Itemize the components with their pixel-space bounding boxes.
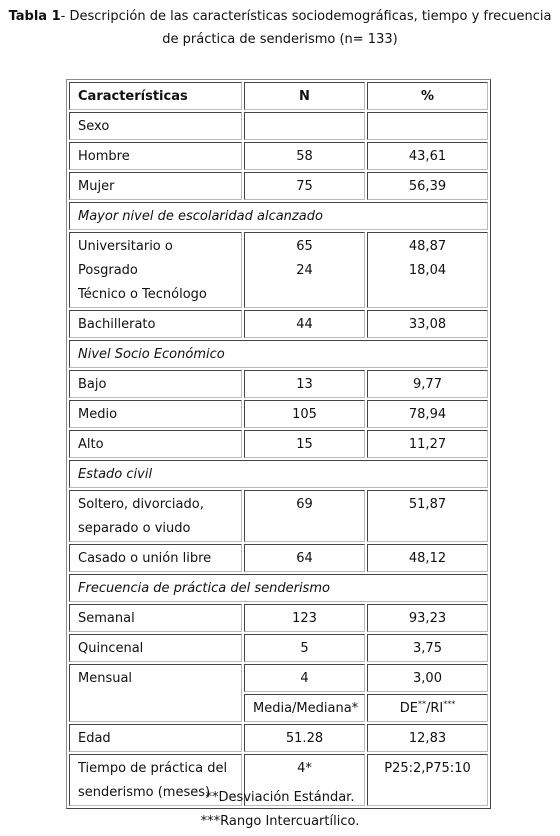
table-caption xyxy=(0,5,560,51)
row-n: 51.28 xyxy=(244,724,365,752)
row-pct: 93,23 xyxy=(367,604,488,632)
header-caracteristicas: Características xyxy=(69,82,242,110)
stats-sup-2: *** xyxy=(443,699,456,709)
label-tiempo-2: senderismo (meses) xyxy=(78,785,211,800)
table-row xyxy=(69,634,488,662)
table-row xyxy=(69,400,488,428)
row-pct: 78,94 xyxy=(367,400,488,428)
table-row xyxy=(69,430,488,458)
stats-ri: /RI xyxy=(425,701,444,716)
row-pct: P25:2,P75:10 xyxy=(367,754,488,806)
row-pct xyxy=(367,112,488,140)
header-n: N xyxy=(244,82,365,110)
section-row xyxy=(69,574,488,602)
header-pct: % xyxy=(367,82,488,110)
row-label: Mujer xyxy=(69,172,242,200)
row-n: 5 xyxy=(244,634,365,662)
table-row xyxy=(69,172,488,200)
table-row xyxy=(69,664,488,692)
label-soltero-2: separado o viudo xyxy=(78,521,191,536)
n-posgrado: 24 xyxy=(296,263,313,278)
footnote-ri: ***Rango Intercuartílico. xyxy=(200,814,360,829)
label-posgrado: Posgrado xyxy=(78,263,138,278)
section-nse: Nivel Socio Económico xyxy=(69,340,488,368)
caption-text-2: de práctica de senderismo (n= 133) xyxy=(162,32,398,47)
stats-header-n: Media/Mediana* xyxy=(244,694,365,722)
row-n: 105 xyxy=(244,400,365,428)
row-label: Casado o unión libre xyxy=(69,544,242,572)
pct-universitario: 48,87 xyxy=(408,239,447,254)
table-row xyxy=(69,724,488,752)
pct-posgrado: 18,04 xyxy=(408,263,447,278)
table-row xyxy=(69,604,488,632)
table-header-row xyxy=(69,82,488,110)
row-label: Medio xyxy=(69,400,242,428)
row-label xyxy=(69,490,242,542)
table-row xyxy=(69,370,488,398)
row-label: Edad xyxy=(69,724,242,752)
row-label: Semanal xyxy=(69,604,242,632)
label-tiempo-1: Tiempo de práctica del xyxy=(78,761,228,776)
table-row xyxy=(69,112,488,140)
table-row xyxy=(69,232,488,308)
row-label: Sexo xyxy=(69,112,242,140)
row-n: 4* xyxy=(244,754,365,806)
row-label: Quincenal xyxy=(69,634,242,662)
row-label: Bajo xyxy=(69,370,242,398)
row-n: 64 xyxy=(244,544,365,572)
row-pct: 3,00 xyxy=(367,664,488,692)
row-pct: 56,39 xyxy=(367,172,488,200)
row-label: Alto xyxy=(69,430,242,458)
n-universitario: 65 xyxy=(296,239,313,254)
row-n: 75 xyxy=(244,172,365,200)
caption-label: Tabla 1 xyxy=(8,9,61,24)
row-n: 44 xyxy=(244,310,365,338)
row-pct: 9,77 xyxy=(367,370,488,398)
section-row xyxy=(69,340,488,368)
row-pct: 43,61 xyxy=(367,142,488,170)
stats-de: DE xyxy=(399,701,418,716)
table-row xyxy=(69,544,488,572)
row-label: Hombre xyxy=(69,142,242,170)
table-row xyxy=(69,490,488,542)
section-row xyxy=(69,202,488,230)
row-pct: 33,08 xyxy=(367,310,488,338)
row-pct: 48,12 xyxy=(367,544,488,572)
stats-sup-1: ** xyxy=(417,699,426,709)
row-n: 58 xyxy=(244,142,365,170)
row-n: 4 xyxy=(244,664,365,692)
row-pct: 12,83 xyxy=(367,724,488,752)
row-n xyxy=(244,112,365,140)
row-n: 123 xyxy=(244,604,365,632)
label-universitario: Universitario o xyxy=(78,239,173,254)
demographics-table xyxy=(66,79,491,809)
label-tecnico: Técnico o Tecnólogo xyxy=(78,287,207,302)
row-pct: 11,27 xyxy=(367,430,488,458)
table-row xyxy=(69,142,488,170)
caption-text-1: - Descripción de las características sociodemográficas, tiempo y frecuencia xyxy=(60,9,552,24)
row-pct: 3,75 xyxy=(367,634,488,662)
section-row xyxy=(69,460,488,488)
table-row xyxy=(69,310,488,338)
section-civil: Estado civil xyxy=(69,460,488,488)
row-label xyxy=(69,232,242,308)
row-label: Mensual xyxy=(69,664,242,722)
row-pct: 51,87 xyxy=(367,490,488,542)
section-escolaridad: Mayor nivel de escolaridad alcanzado xyxy=(69,202,488,230)
row-label: Bachillerato xyxy=(69,310,242,338)
row-pct xyxy=(367,232,488,308)
row-n xyxy=(244,232,365,308)
label-soltero-1: Soltero, divorciado, xyxy=(78,497,204,512)
stats-header-pct xyxy=(367,694,488,722)
row-n: 15 xyxy=(244,430,365,458)
footnote-de: **Desviación Estándar. xyxy=(205,790,355,805)
section-frecuencia: Frecuencia de práctica del senderismo xyxy=(69,574,488,602)
row-n: 13 xyxy=(244,370,365,398)
row-n: 69 xyxy=(244,490,365,542)
